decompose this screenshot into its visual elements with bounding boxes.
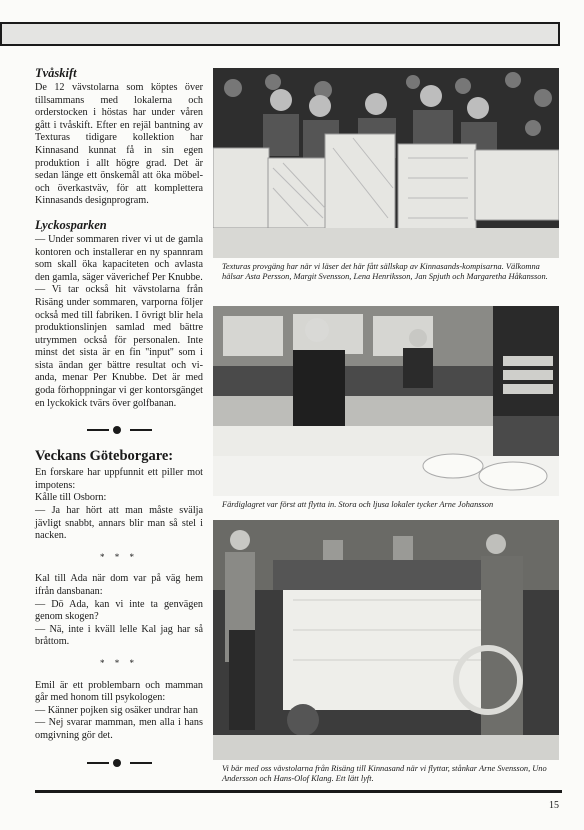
page-number: 15: [549, 800, 559, 811]
header-bar: [0, 22, 560, 46]
joke-line: — Känner pojken sig osäker undrar han: [35, 704, 198, 716]
photo-loom: [213, 520, 559, 760]
joke-line: En forskare har uppfunnit ett piller mot impotens:: [35, 467, 203, 491]
separator-ornament: [35, 424, 203, 436]
caption-photo-3: Vi bär med oss vävstolarna från Risäng till Kinnasand när vi flyttar, stånkar Arne Svensson, Uno Andersson och Hans-Olof Klang. Ett lätt lyft.: [222, 764, 547, 783]
footer-rule: [35, 790, 562, 793]
joke-line: — Nä, inte i kväll lelle Kal jag har så bråttom.: [35, 623, 203, 648]
caption-photo-1: Texturas provgäng har när vi läser det här fått sällskap av Kinnasands-kompisarna. Välkomna hälsar Asta Persson, Margit Svensson, Lena Henriksson, Jan Spjuth och Margaretha Håkansson.: [222, 262, 548, 281]
text-column: [35, 66, 203, 781]
section-title-lyckosparken: Lyckosparken: [35, 217, 107, 232]
stars-divider: * * *: [100, 551, 138, 562]
section-title-veckans-goteborgare: Veckans Göteborgare:: [35, 448, 174, 465]
joke-line: Kålle till Osborn:: [35, 492, 107, 504]
paragraph: — Vi tar också hit vävstolarna från Risäng under sommaren, varporna följer också med till fabriken. I övrigt blir hela produktionslinjen samlad med bättre utrymmen också för personalen. Inte minst det sista är en fin ''input'' som i sista ändan ger bättre resultat och vi-anda, menar Per Knubbe. Det är med goda förhoppningar vi ger kontorsgänget en lyckokick tvärs över golfbanan.: [35, 284, 203, 409]
joke-line: — Dö Ada, kan vi inte ta genvägen genom skogen?: [35, 598, 203, 623]
separator-ornament: [35, 757, 203, 769]
photo-fabric-group: [213, 68, 559, 258]
joke-line: — Nej svarar mamman, men alla i hans omgivning gör det.: [35, 717, 203, 741]
paragraph: — Under sommaren river vi ut de gamla kontoren och installerar en ny spannram som skall öka kapaciteten och avlasta den gamla, säger väverichef Per Knubbe.: [35, 233, 203, 283]
caption-photo-2: Färdiglagret var först att flytta in. Stora och ljusa lokaler tycker Arne Johansson: [222, 500, 494, 509]
joke-line: Emil är ett problembarn och mamman går med honom till psykologen:: [35, 679, 203, 704]
photo-storage: [213, 306, 559, 496]
joke-line: Kal till Ada när dom var på väg hem ifrån dansbanan:: [35, 573, 203, 597]
section-title-tvaskift: Tvåskift: [35, 66, 77, 80]
paragraph: De 12 vävstolarna som köptes över tillsammans med lokalerna och orderstocken i höstas har under våren gått i tvåskift. Efter en rejäl bantning av Texturas tidigare kollektion har Kinnasand kunnat få in sin egen produktion i allt högre grad. Det är sedan länge ett önskemål att öka möbel- och överkastväv, för att komplettera Kinnasands designprogram.: [35, 82, 203, 207]
joke-line: — Ja har hört att man måste svälja jävligt snabbt, annars blir man så stel i nacken.: [35, 505, 203, 542]
stars-divider: * * *: [100, 657, 138, 668]
